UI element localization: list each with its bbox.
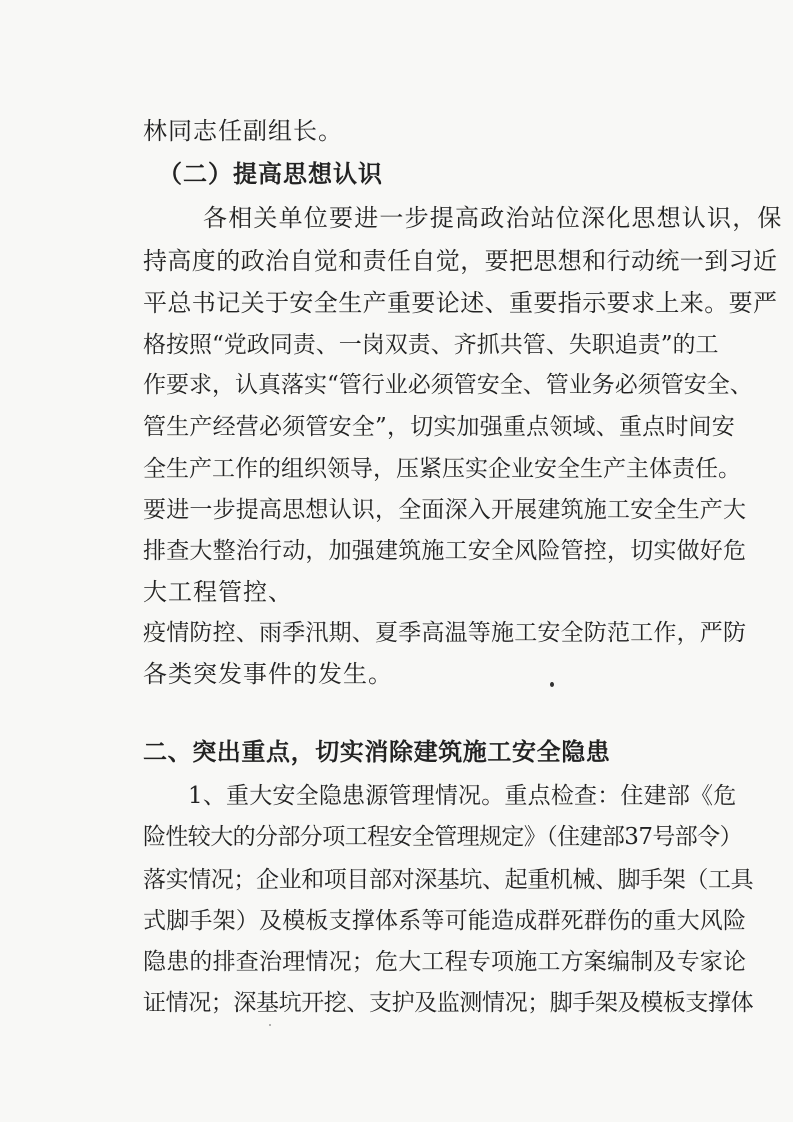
text-line: 林同志任副组长。 — [143, 117, 343, 145]
text-line: 疫情防控、雨季汛期、夏季高温等施工安全防范工作，严防 — [143, 620, 747, 646]
text-line: 证情况；深基坑开挖、支护及监测情况；脚手架及模板支撑体 — [143, 990, 754, 1016]
chapter-heading: 二、突出重点，切实消除建筑施工安全隐患 — [143, 738, 611, 766]
text-line: 险性较大的分部分项工程安全管理规定》（住建部37号部令） — [143, 824, 742, 850]
text-line: 大工程管控、 — [143, 578, 293, 606]
text-line: 管生产经营必须管安全”，切实加强重点领域、重点时间安 — [143, 414, 735, 440]
scan-speck — [550, 682, 554, 687]
text-line: 排查大整治行动，加强建筑施工安全风险管控，切实做好危 — [143, 538, 747, 564]
text-line: 平总书记关于安全生产重要论述、重要指示要求上来。要严 — [143, 289, 778, 317]
text-line: 各类突发事件的发生。 — [143, 660, 393, 688]
text-line: 格按照“党政同责、一岗双责、齐抓共管、失职追责”的工 — [143, 332, 719, 358]
text-line: 隐患的排查治理情况；危大工程专项施工方案编制及专家论 — [143, 949, 747, 975]
scan-speck — [269, 1024, 271, 1026]
text-line: 全生产工作的组织领导，压紧压实企业安全生产主体责任。 — [143, 456, 741, 482]
text-line: 要进一步提高思想认识，全面深入开展建筑施工安全生产大 — [143, 497, 747, 523]
text-line: 1、重大安全隐患源管理情况。重点检查：住建部《危 — [188, 783, 737, 809]
text-line: 作要求，认真落实“管行业必须管安全、管业务必须管安全、 — [143, 372, 753, 398]
text-line: 式脚手架）及模板支撑体系等可能造成群死群伤的重大风险 — [143, 908, 747, 934]
text-line: 落实情况；企业和项目部对深基坑、起重机械、脚手架（工具 — [143, 867, 754, 893]
text-line: 各相关单位要进一步提高政治站位深化思想认识，保 — [203, 204, 783, 232]
text-line: 持高度的政治自觉和责任自觉，要把思想和行动统一到习近 — [143, 247, 778, 275]
section-heading: （二）提高思想认识 — [158, 160, 383, 188]
